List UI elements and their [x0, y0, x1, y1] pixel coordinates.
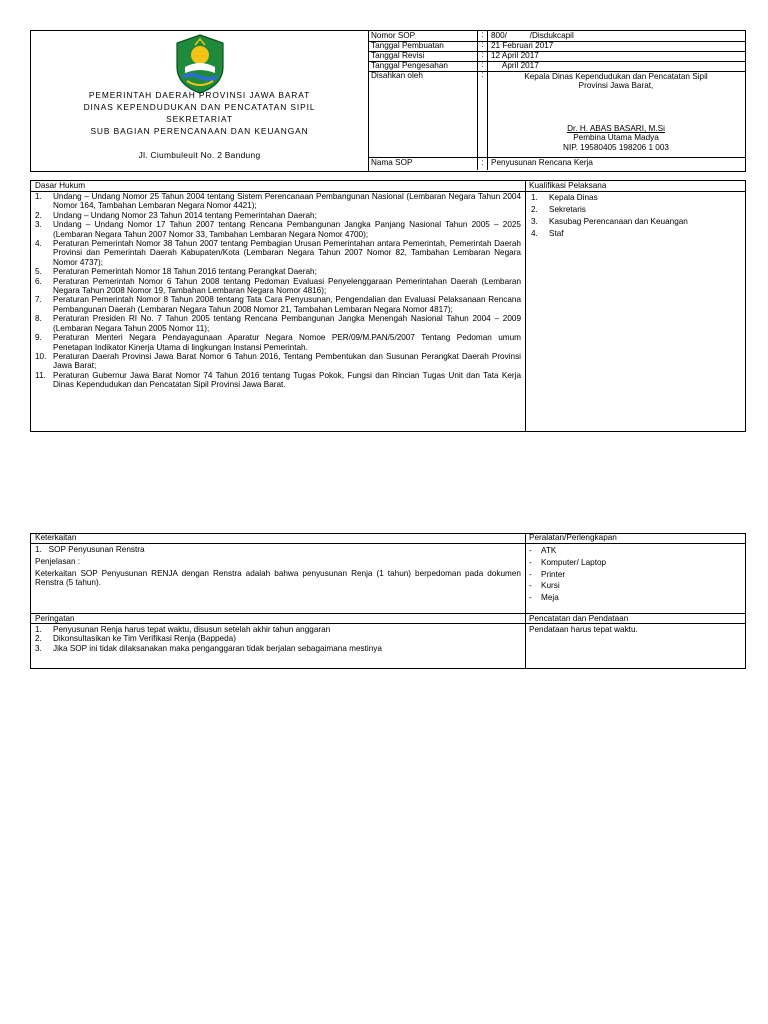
org-line-2: DINAS KEPENDUDUKAN DAN PENCATATAN SIPIL [83, 102, 316, 112]
linkage-title: Keterkaitan [35, 533, 77, 542]
recording-title: Pencatatan dan Pendataan [529, 614, 629, 623]
meta-value: April 2017 [491, 61, 539, 70]
list-number: 1. [35, 192, 42, 201]
equipment-item [527, 569, 739, 581]
list-text: Dikonsultasikan ke Tim Verifikasi Renja (Bappeda) [53, 634, 236, 644]
warning-item [33, 625, 521, 634]
signer-nip: NIP. 19580405 198206 1 003 [563, 142, 669, 152]
list-text: Peraturan Menteri Negara Pendayagunaan Aparatur Negara Nomoe PER/09/M.PAN/5/2007 Tentang Pedoman umum Penetapan Indikator Kinerja Utama di lingkungan Instansi Pemerintah. [53, 333, 521, 352]
qualification-title: Kualifikasi Pelaksana [529, 181, 607, 190]
list-text: Staf [549, 229, 564, 238]
meta-value: Penyusunan Rencana Kerja [491, 158, 593, 167]
legal-basis-item [33, 239, 521, 267]
meta-label: Nama SOP [371, 158, 413, 167]
sop-meta [368, 31, 746, 171]
list-number: 1. [35, 625, 42, 634]
list-text: Sekretaris [549, 205, 586, 214]
meta-label: Nomor SOP [371, 31, 416, 40]
equipment-item [527, 580, 739, 592]
signer-name: Dr. H. ABAS BASARI, M.Si [567, 123, 665, 133]
bullet: - [529, 546, 532, 555]
meta-label: Tanggal Revisi [371, 51, 425, 60]
list-text: Peraturan Pemerintah Nomor 6 Tahun 2008 tentang Pedoman Evaluasi Penyelenggaraan Pemerintahan Daerah (Lembaran Negara Tahun 2008 Nomor 19, Tambahan Lembaran Negara Nomor 4816); [53, 276, 521, 296]
legal-basis-item [33, 333, 521, 352]
equipment-text: Meja [541, 593, 559, 603]
legal-basis-item [33, 277, 521, 296]
meta-value: 800/ /Disdukcapil [491, 31, 574, 40]
list-text: Peraturan Daerah Provinsi Jawa Barat Nomor 6 Tahun 2016, Tentang Pembentukan dan Susunan Perangkat Daerah Provinsi Jawa Barat; [53, 351, 521, 371]
org-address: Jl. Ciumbuleuit No. 2 Bandung [138, 150, 261, 160]
list-text: Peraturan Pemerintah Nomor 8 Tahun 2008 tentang Tata Cara Penyusunan, Pengendalian dan Evaluasi Pelaksanaan Rencana Pembangunan Daerah (Lembaran Negara Tahun 2008 Nomor 21, Tambahan Lembaran Negara Nomor 4817); [53, 295, 521, 314]
legal-basis-item [33, 192, 521, 211]
bullet: - [529, 569, 532, 579]
qualification-list [529, 192, 741, 240]
meta-colon: : [477, 40, 488, 50]
list-text: Undang – Undang Nomor 23 Tahun 2014 tentang Pemerintahan Daerah; [53, 210, 317, 220]
meta-row-nama [368, 157, 746, 171]
list-number: 7. [35, 295, 42, 305]
legal-basis-title: Dasar Hukum [35, 181, 86, 190]
list-number: 6. [35, 276, 42, 286]
list-number: 10. [35, 351, 47, 361]
meta-label: Disahkan oleh [371, 71, 423, 80]
sop-header [30, 30, 746, 172]
list-number: 4. [35, 239, 42, 249]
qualification-item [529, 228, 741, 240]
equipment-title: Peralatan/Perlengkapan [529, 533, 617, 542]
qualification-item [529, 192, 741, 204]
equipment-text: Komputer/ Laptop [541, 557, 607, 567]
list-text: Kasubag Perencanaan dan Keuangan [549, 217, 688, 226]
equipment-item [527, 545, 739, 557]
west-java-emblem-icon [173, 33, 227, 95]
meta-row-disahkan [368, 71, 746, 158]
bullet: - [529, 557, 532, 567]
linkage-section [30, 533, 746, 614]
list-text: Jika SOP ini tidak dilaksanakan maka penganggaran tidak berjalan sebagaimana mestinya [53, 643, 382, 653]
list-text: Undang – Undang Nomor 17 Tahun 2007 tentang Rencana Pembangunan Jangka Panjang Nasional Tahun 2005 – 2025 (Lembaran Negara Tahun 2007 Nomor 33, Tambahan Lembaran Negara Nomor 4700); [53, 220, 521, 239]
list-number: 9. [35, 333, 42, 343]
approver-line-1: Kepala Dinas Kependudukan dan Pencatatan Sipil [524, 72, 708, 81]
approver-line-2: Provinsi Jawa Barat, [578, 81, 654, 91]
meta-label: Tanggal Pembuatan [371, 41, 444, 50]
list-text: Peraturan Pemerintah Nomor 38 Tahun 2007 tentang Pembagian Urusan Pemerintahan antara Pemerintah, Pemerintah Daerah Provinsi dan Pemerintah Daerah Kabupaten/Kota (Lembaran Negara Tahun 2007 Nomor 82, Tambahan Lembaran Negara Nomor 4737); [53, 239, 521, 267]
warning-item [33, 644, 521, 653]
equipment-text: Printer [541, 569, 566, 579]
list-number: 8. [35, 314, 42, 324]
org-identity [31, 31, 369, 171]
list-number: 3. [35, 643, 42, 653]
equipment-item [527, 557, 739, 569]
linkage-item: 1. SOP Penyusunan Renstra [35, 545, 145, 554]
org-line-4: SUB BAGIAN PERENCANAAN DAN KEUANGAN [90, 126, 309, 136]
equipment-item [527, 592, 739, 604]
warning-item [33, 634, 521, 643]
legal-basis-list [33, 192, 521, 390]
qualification-item [529, 216, 741, 228]
equipment-text: Kursi [541, 581, 560, 591]
list-text: Peraturan Presiden RI No. 7 Tahun 2005 tentang Rencana Pembangunan Jangka Menengah Nasional Tahun 2004 – 2009 (Lembaran Negara Tahun 2005 Nomor 11); [53, 314, 521, 333]
org-line-1: PEMERINTAH DAERAH PROVINSI JAWA BARAT [88, 90, 311, 100]
legal-basis-item [33, 295, 521, 314]
bullet: - [529, 581, 532, 591]
list-number: 2. [35, 634, 42, 644]
recording-text: Pendataan harus tepat waktu. [529, 625, 638, 634]
list-number: 2. [531, 205, 538, 214]
legal-basis-item [33, 267, 521, 276]
list-text: Penyusunan Renja harus tepat waktu, disusun setelah akhir tahun anggaran [53, 625, 331, 634]
legal-basis-item [33, 352, 521, 371]
equipment-text: ATK [541, 546, 557, 555]
explanation-label: Penjelasan : [35, 557, 81, 567]
list-number: 2. [35, 210, 42, 220]
list-text: Peraturan Gubernur Jawa Barat Nomor 74 Tahun 2016 tentang Tugas Pokok, Fungsi dan Rincian Tugas Unit dan Tata Kerja Dinas Kependudukan dan Pencatatan Sipil Provinsi Jawa Barat. [53, 370, 521, 390]
list-number: 3. [531, 217, 538, 226]
list-text: Undang – Undang Nomor 25 Tahun 2004 tentang Sistem Perencanaan Pembangunan Nasional (Lembaran Negara Tahun 2004 Nomor 164, Tambahan Lembaran Negara Nomor 4421); [53, 192, 521, 211]
legal-basis-item [33, 220, 521, 239]
explanation-text: Keterkaitan SOP Penyusunan RENJA dengan Renstra adalah bahwa penyusunan Renja (1 tahun) berpedoman pada dokumen Renstra (5 tahun). [35, 568, 521, 588]
meta-value: 12 April 2017 [491, 51, 539, 60]
list-number: 5. [35, 267, 42, 277]
equipment-list [527, 545, 739, 604]
warning-title: Peringatan [35, 614, 75, 623]
linkage-body [35, 545, 521, 588]
legal-basis-item [33, 314, 521, 333]
meta-colon: : [477, 30, 488, 40]
list-text: Kepala Dinas [549, 193, 598, 202]
list-text: Peraturan Pemerintah Nomor 18 Tahun 2016 tentang Perangkat Daerah; [53, 267, 317, 277]
legal-basis-item [33, 371, 521, 390]
meta-colon: : [477, 156, 488, 170]
meta-value: 21 Februari 2017 [491, 41, 554, 50]
list-number: 4. [531, 229, 538, 238]
legal-basis-item [33, 211, 521, 220]
list-number: 1. [531, 193, 538, 202]
meta-colon: : [477, 70, 488, 156]
list-number: 11. [35, 370, 46, 380]
approver-block [491, 72, 741, 152]
signer-rank: Pembina Utama Madya [573, 133, 659, 143]
bullet: - [529, 593, 532, 603]
legal-basis-section [30, 180, 746, 432]
list-number: 3. [35, 220, 42, 230]
qualification-item [529, 204, 741, 216]
org-line-3: SEKRETARIAT [166, 114, 233, 124]
meta-colon: : [477, 50, 488, 60]
warning-list [33, 625, 521, 653]
meta-colon: : [477, 60, 488, 70]
warning-section [30, 614, 746, 669]
meta-label: Tanggal Pengesahan [371, 61, 448, 70]
